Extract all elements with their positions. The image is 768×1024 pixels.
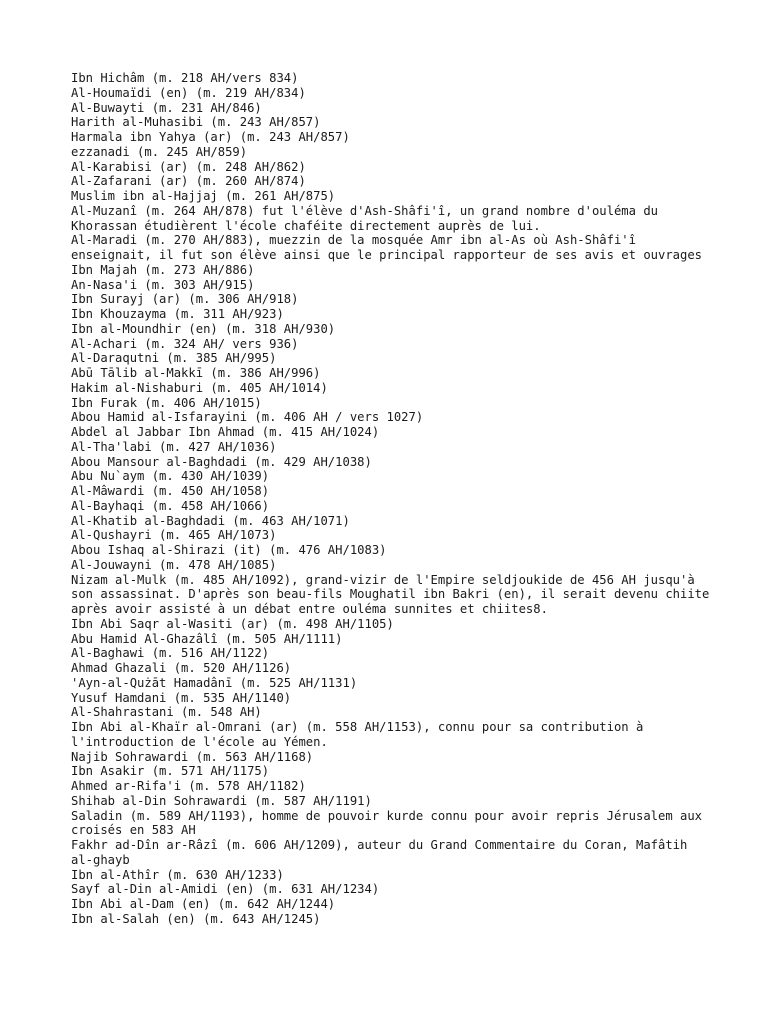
list-item: Saladin (m. 589 AH/1193), homme de pouvoir kurde connu pour avoir repris Jérusalem aux croisés en 583 AH <box>71 808 710 838</box>
list-item: Al-Zafarani (ar) (m. 260 AH/874) <box>71 174 306 189</box>
list-item: Al-Karabisi (ar) (m. 248 AH/862) <box>71 159 306 174</box>
list-item: Ibn Asakir (m. 571 AH/1175) <box>71 764 270 779</box>
list-item: Nizam al-Mulk (m. 485 AH/1092), grand-vizir de l'Empire seldjoukide de 456 AH jusqu'à son assassinat. D'après son beau-fils Moughatil ibn Bakri (en), il serait devenu chiite après avoir assisté à un débat entre ouléma sunnites et chiites8. <box>71 572 717 616</box>
list-item: Abū Tālib al-Makkī (m. 386 AH/996) <box>71 366 321 380</box>
list-item: Al-Qushayri (m. 465 AH/1073) <box>71 528 277 543</box>
list-item: Ahmed ar-Rifa'i (m. 578 AH/1182) <box>71 779 306 793</box>
list-item: Abou Mansour al-Baghdadi (m. 429 AH/1038) <box>71 454 372 469</box>
list-item: Al-Houmaïdi (en) (m. 219 AH/834) <box>71 85 306 100</box>
list-item: Abdel al Jabbar Ibn Ahmad (m. 415 AH/1024) <box>71 425 380 439</box>
list-item: Al-Jouwayni (m. 478 AH/1085) <box>71 557 277 572</box>
list-item: 'Ayn-al-Qużāt Hamadânī (m. 525 AH/1131) <box>71 675 358 690</box>
list-item: Abu Hamid Al-Ghazâlî (m. 505 AH/1111) <box>71 631 343 646</box>
list-item: Ahmad Ghazali (m. 520 AH/1126) <box>71 661 292 675</box>
list-item: Ibn Khouzayma (m. 311 AH/923) <box>71 307 284 321</box>
list-item: Ibn Hichâm (m. 218 AH/vers 834) <box>71 71 299 85</box>
list-item: Al-Daraqutni (m. 385 AH/995) <box>71 351 277 366</box>
list-item: Shihab al-Din Sohrawardi (m. 587 AH/1191) <box>71 793 372 808</box>
list-item: Al-Bayhaqi (m. 458 AH/1066) <box>71 498 270 513</box>
list-item: Al-Maradi (m. 270 AH/883), muezzin de la mosquée Amr ibn al-As où Ash-Shâfi'î enseignait, il fut son élève ainsi que le principal rapporteur de ses avis et ouvrages <box>71 233 703 262</box>
list-item: Al-Khatib al-Baghdadi (m. 463 AH/1071) <box>71 513 350 528</box>
document-page <box>71 71 717 927</box>
list-item: Sayf al-Din al-Amidi (en) (m. 631 AH/1234) <box>71 882 380 897</box>
list-item: Al-Mâwardi (m. 450 AH/1058) <box>71 484 270 498</box>
list-item: Abou Hamid al-Isfarayini (m. 406 AH / vers 1027) <box>71 410 424 425</box>
list-item: Al-Baghawi (m. 516 AH/1122) <box>71 646 270 661</box>
list-item: Ibn al-Athîr (m. 630 AH/1233) <box>71 867 284 882</box>
list-item: Ibn Furak (m. 406 AH/1015) <box>71 395 262 410</box>
list-item: Harith al-Muhasibi (m. 243 AH/857) <box>71 115 321 130</box>
list-item: Ibn Majah (m. 273 AH/886) <box>71 262 255 277</box>
list-item: Hakim al-Nishaburi (m. 405 AH/1014) <box>71 380 328 395</box>
list-item: Al-Tha'labi (m. 427 AH/1036) <box>71 439 277 454</box>
list-item: Al-Shahrastani (m. 548 AH) <box>71 705 262 720</box>
list-item: Yusuf Hamdani (m. 535 AH/1140) <box>71 690 292 705</box>
list-item: An-Nasa'i (m. 303 AH/915) <box>71 277 255 292</box>
list-item: ezzanadi (m. 245 AH/859) <box>71 144 248 159</box>
list-item: Al-Achari (m. 324 AH/ vers 936) <box>71 336 299 351</box>
list-item: Ibn Abi al-Dam (en) (m. 642 AH/1244) <box>71 897 336 911</box>
list-item: Ibn Abi Saqr al-Wasiti (ar) (m. 498 AH/1105) <box>71 616 394 631</box>
list-item: Fakhr ad-Dîn ar-Râzî (m. 606 AH/1209), auteur du Grand Commentaire du Coran, Mafâtih al-ghayb <box>71 838 695 867</box>
list-item: Abou Ishaq al-Shirazi (it) (m. 476 AH/1083) <box>71 543 387 557</box>
list-item: Al-Buwayti (m. 231 AH/846) <box>71 100 262 115</box>
list-item: Ibn al-Salah (en) (m. 643 AH/1245) <box>71 911 321 926</box>
list-item: Muslim ibn al-Hajjaj (m. 261 AH/875) <box>71 189 336 203</box>
list-item: Ibn Abi al-Khaïr al-Omrani (ar) (m. 558 AH/1153), connu pour sa contribution à l'introduction de l'école au Yémen. <box>71 720 651 749</box>
list-item: Al-Muzanî (m. 264 AH/878) fut l'élève d'Ash-Shâfi'î, un grand nombre d'ouléma du Khorassan étudièrent l'école chaféite directement auprès de lui. <box>71 203 666 233</box>
list-item: Ibn al-Moundhir (en) (m. 318 AH/930) <box>71 321 336 336</box>
list-item: Abu Nu`aym (m. 430 AH/1039) <box>71 469 270 484</box>
list-item: Harmala ibn Yahya (ar) (m. 243 AH/857) <box>71 130 350 144</box>
list-item: Ibn Surayj (ar) (m. 306 AH/918) <box>71 292 299 307</box>
list-item: Najib Sohrawardi (m. 563 AH/1168) <box>71 749 314 764</box>
